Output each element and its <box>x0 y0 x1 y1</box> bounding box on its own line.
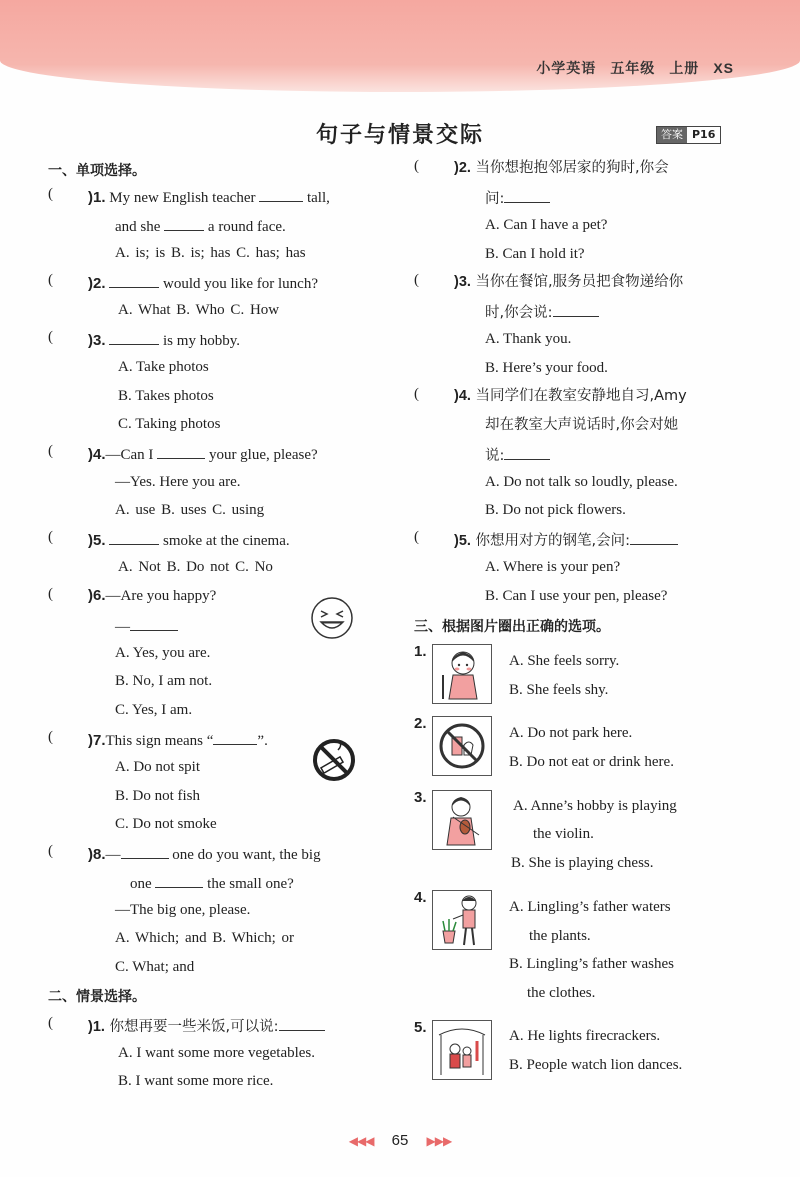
s1-q7-option-b: B. Do not fish <box>115 788 201 804</box>
no-smoking-sign-icon <box>312 738 356 782</box>
s1-q5: )5. smoke at the cinema. <box>88 529 290 551</box>
header-edition: XS <box>713 60 734 76</box>
header-volume: 上册 <box>669 60 700 76</box>
s2-q1-option-a: A. I want some more vegetables. <box>118 1045 316 1061</box>
blank <box>630 529 678 545</box>
s3-q5-option-b: B. People watch lion dances. <box>509 1057 683 1073</box>
laughing-face-icon <box>310 596 354 640</box>
s2-q1-option-b: B. I want some more rice. <box>118 1073 274 1089</box>
s2-q3-option-a: A. Thank you. <box>485 331 572 347</box>
watering-plants-picture <box>432 890 492 950</box>
s1-q4: )4.—Can I your glue, please? <box>88 443 318 465</box>
s1-q3-option-a: A. Take photos <box>118 359 209 375</box>
s2-q4-option-b: B. Do not pick flowers. <box>485 502 626 518</box>
s1-q1-options: A. is; is B. is; has C. has; has <box>115 245 306 261</box>
answer-paren: ( <box>48 186 53 202</box>
s3-q1-option-b: B. She feels shy. <box>509 682 609 698</box>
blank <box>259 186 303 202</box>
s2-q4-option-a: A. Do not talk so loudly, please. <box>485 474 678 490</box>
s1-q1: )1. My new English teacher tall, <box>88 186 330 208</box>
s2-q2-option-b: B. Can I hold it? <box>485 246 585 262</box>
answer-label: 答案 <box>657 127 687 143</box>
s1-q1-line2: and she a round face. <box>115 215 286 237</box>
no-eating-sign-picture <box>432 716 492 776</box>
s1-q7-option-c: C. Do not smoke <box>115 816 217 832</box>
s3-q1-number: 1. <box>414 643 427 660</box>
s2-q2-option-a: A. Can I have a pet? <box>485 217 608 233</box>
blank <box>109 529 159 545</box>
s3-q3-option-b: B. She is playing chess. <box>511 855 654 871</box>
blank <box>155 872 203 888</box>
man-watering-plants-icon <box>433 891 491 949</box>
blank <box>130 615 178 631</box>
s1-q8: )8.— one do you want, the big <box>88 843 321 865</box>
header-subject: 小学英语 <box>536 60 597 76</box>
s3-q4-option-a-cont: the plants. <box>529 928 591 944</box>
s3-q4-option-b-cont: the clothes. <box>527 985 596 1001</box>
blank <box>213 729 257 745</box>
s3-q4-number: 4. <box>414 889 427 906</box>
s1-q6-option-b: B. No, I am not. <box>115 673 213 689</box>
s2-q3-option-b: B. Here’s your food. <box>485 360 608 376</box>
s1-q8-option-c: C. What; and <box>115 959 195 975</box>
s1-q6: )6.—Are you happy? <box>88 587 217 604</box>
s3-q4-option-b: B. Lingling’s father washes <box>509 956 674 972</box>
s2-q2: )2. 当你想抱抱邻居家的狗时,你会 <box>454 160 669 176</box>
s1-q2-options: A. What B. Who C. How <box>118 302 280 318</box>
answer-tag <box>656 126 721 144</box>
blank <box>504 187 550 203</box>
s1-q8-line2: one the small one? <box>130 872 294 894</box>
blank <box>164 215 204 231</box>
blank <box>121 843 169 859</box>
s1-q7: )7.This sign means “ ”. <box>88 729 268 751</box>
next-arrows-icon: ▶▶▶ <box>426 1134 452 1148</box>
firecrackers-picture <box>432 1020 492 1080</box>
s2-q2-line2: 问: <box>485 187 550 209</box>
s1-q3-option-c: C. Taking photos <box>118 416 221 432</box>
s2-q5: )5. 你想用对方的钢笔,会问: <box>454 529 678 551</box>
s3-q3-number: 3. <box>414 789 427 806</box>
section1-title: 一、单项选择。 <box>48 163 146 179</box>
blank <box>109 329 159 345</box>
s2-q4-line2: 却在教室大声说话时,你会对她 <box>485 417 679 433</box>
shy-girl-picture <box>432 644 492 704</box>
s1-q6-option-a: A. Yes, you are. <box>115 645 211 661</box>
page-footer <box>0 1132 800 1149</box>
blank <box>157 443 205 459</box>
s1-q6-option-c: C. Yes, I am. <box>115 702 193 718</box>
s3-q3-option-a: A. Anne’s hobby is playing <box>513 798 677 814</box>
s1-q8-reply: —The big one, please. <box>115 902 251 918</box>
s1-q2: )2. would you like for lunch? <box>88 272 318 294</box>
s3-q2-number: 2. <box>414 715 427 732</box>
s3-q5-number: 5. <box>414 1019 427 1036</box>
blank <box>109 272 159 288</box>
s2-q5-option-a: A. Where is your pen? <box>485 559 621 575</box>
s1-q3: )3. is my hobby. <box>88 329 240 351</box>
section2-title: 二、情景选择。 <box>48 989 146 1005</box>
s1-q4-options: A. use B. uses C. using <box>115 502 265 518</box>
s1-q5-options: A. Not B. Do not C. No <box>118 559 273 575</box>
s1-q8-options: A. Which; and B. Which; or <box>115 930 294 946</box>
s3-q2-option-b: B. Do not eat or drink here. <box>509 754 674 770</box>
people-firecrackers-icon <box>433 1021 491 1079</box>
header-band <box>0 0 800 92</box>
s3-q5-option-a: A. He lights firecrackers. <box>509 1028 661 1044</box>
violin-girl-picture <box>432 790 492 850</box>
header-info <box>522 58 734 78</box>
s2-q1: )1. 你想再要一些米饭,可以说: <box>88 1015 325 1037</box>
s1-q4-reply: —Yes. Here you are. <box>115 474 241 490</box>
s1-q3-option-b: B. Takes photos <box>118 388 214 404</box>
blank <box>553 301 599 317</box>
s2-q4: )4. 当同学们在教室安静地自习,Amy <box>454 388 687 404</box>
prev-arrows-icon: ◀◀◀ <box>348 1134 374 1148</box>
s3-q3-option-a-cont: the violin. <box>533 826 594 842</box>
blank <box>504 444 550 460</box>
page-number: 65 <box>391 1132 409 1149</box>
s2-q5-option-b: B. Can I use your pen, please? <box>485 588 668 604</box>
s1-q7-option-a: A. Do not spit <box>115 759 201 775</box>
s2-q4-line3: 说: <box>485 444 550 466</box>
s3-q2-option-a: A. Do not park here. <box>509 725 633 741</box>
s3-q1-option-a: A. She feels sorry. <box>509 653 620 669</box>
header-grade: 五年级 <box>610 60 656 76</box>
section3-title: 三、根据图片圈出正确的选项。 <box>414 619 610 635</box>
blank <box>279 1015 325 1031</box>
answer-page: P16 <box>692 128 716 141</box>
s3-q4-option-a: A. Lingling’s father waters <box>509 899 671 915</box>
s1-q6-reply: — <box>115 615 178 637</box>
shy-girl-icon <box>433 645 491 703</box>
s2-q3-line2: 时,你会说: <box>485 301 599 323</box>
no-food-drink-sign-icon <box>433 717 491 775</box>
s2-q3: )3. 当你在餐馆,服务员把食物递给你 <box>454 274 684 290</box>
violin-girl-icon <box>433 791 491 849</box>
page-title: 句子与情景交际 <box>315 123 484 148</box>
